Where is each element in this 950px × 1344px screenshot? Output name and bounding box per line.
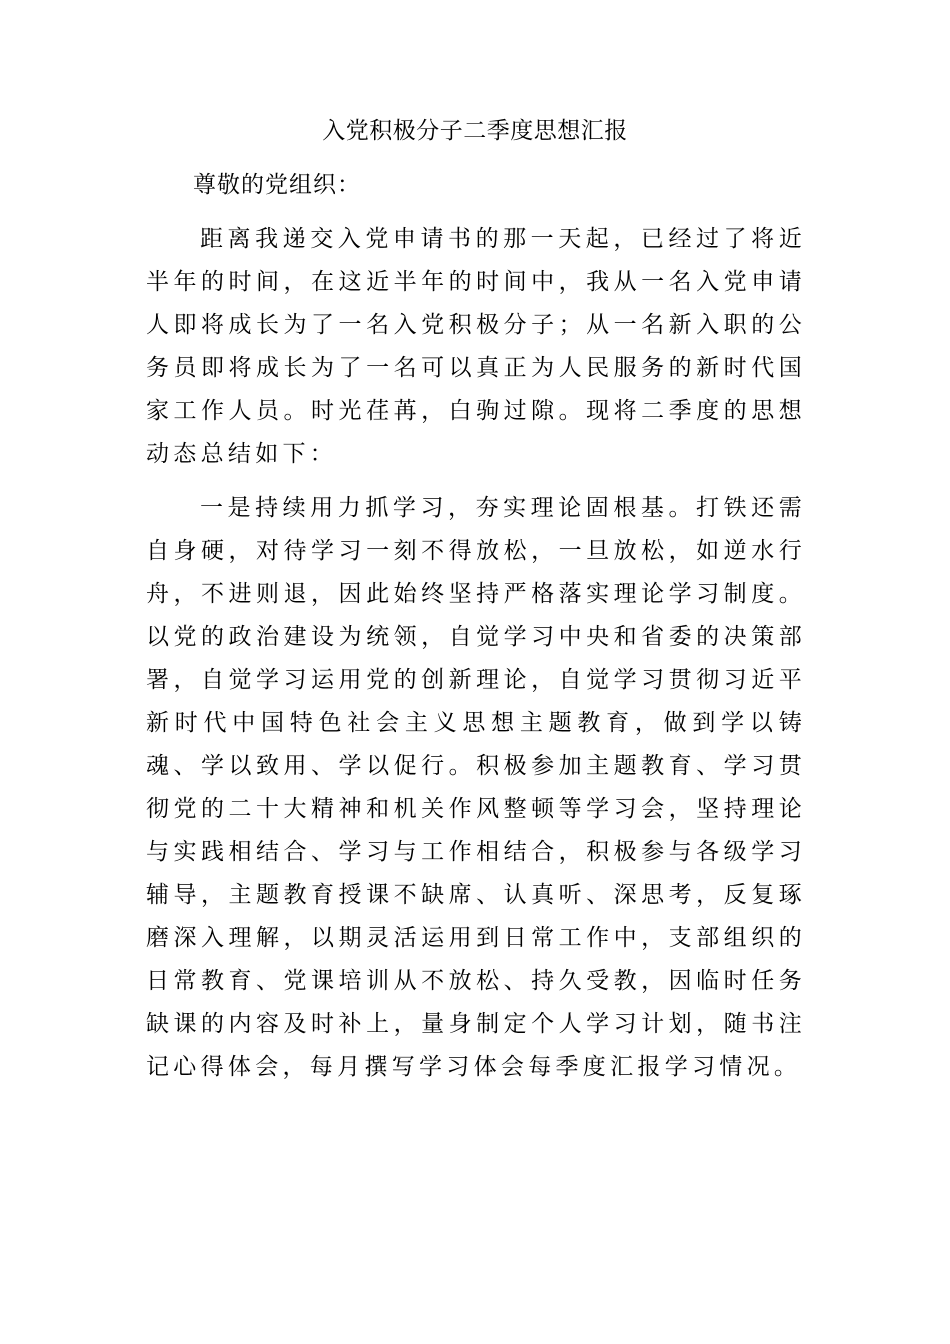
document-title: 入党积极分子二季度思想汇报 [322,118,628,144]
paragraph-study: 一是持续用力抓学习，夯实理论固根基。打铁还需自身硬，对待学习一刻不得放松，一旦放松，如逆水行舟，不进则退，因此始终坚持严格落实理论学习制度。以党的政治建设为统领，自觉学习中央和省委的决策部署，自觉学习运用党的创新理论，自觉学习贯彻习近平新时代中国特色社会主义思想主题教育，做到学以铸魂、学以致用、学以促行。积极参加主题教育、学习贯彻党的二十大精神和机关作风整顿等学习会，坚持理论与实践相结合、学习与工作相结合，积极参与各级学习辅导，主题教育授课不缺席、认真听、深思考，反复琢磨深入理解，以期灵活运用到日常工作中，支部组织的日常教育、党课培训从不放松、持久受教，因临时任务缺课的内容及时补上，量身制定个人学习计划，随书注记心得体会，每月撰写学习体会每季度汇报学习情况。 [146,495,806,1080]
greeting-line: 尊敬的党组织： [193,172,361,198]
paragraph-intro: 距离我递交入党申请书的那一天起，已经过了将近半年的时间，在这近半年的时间中，我从一名入党申请人即将成长为了一名入党积极分子；从一名新入职的公务员即将成长为了一名可以真正为人民服务的新时代国家工作人员。时光荏苒，白驹过隙。现将二季度的思想动态总结如下： [146,226,806,467]
